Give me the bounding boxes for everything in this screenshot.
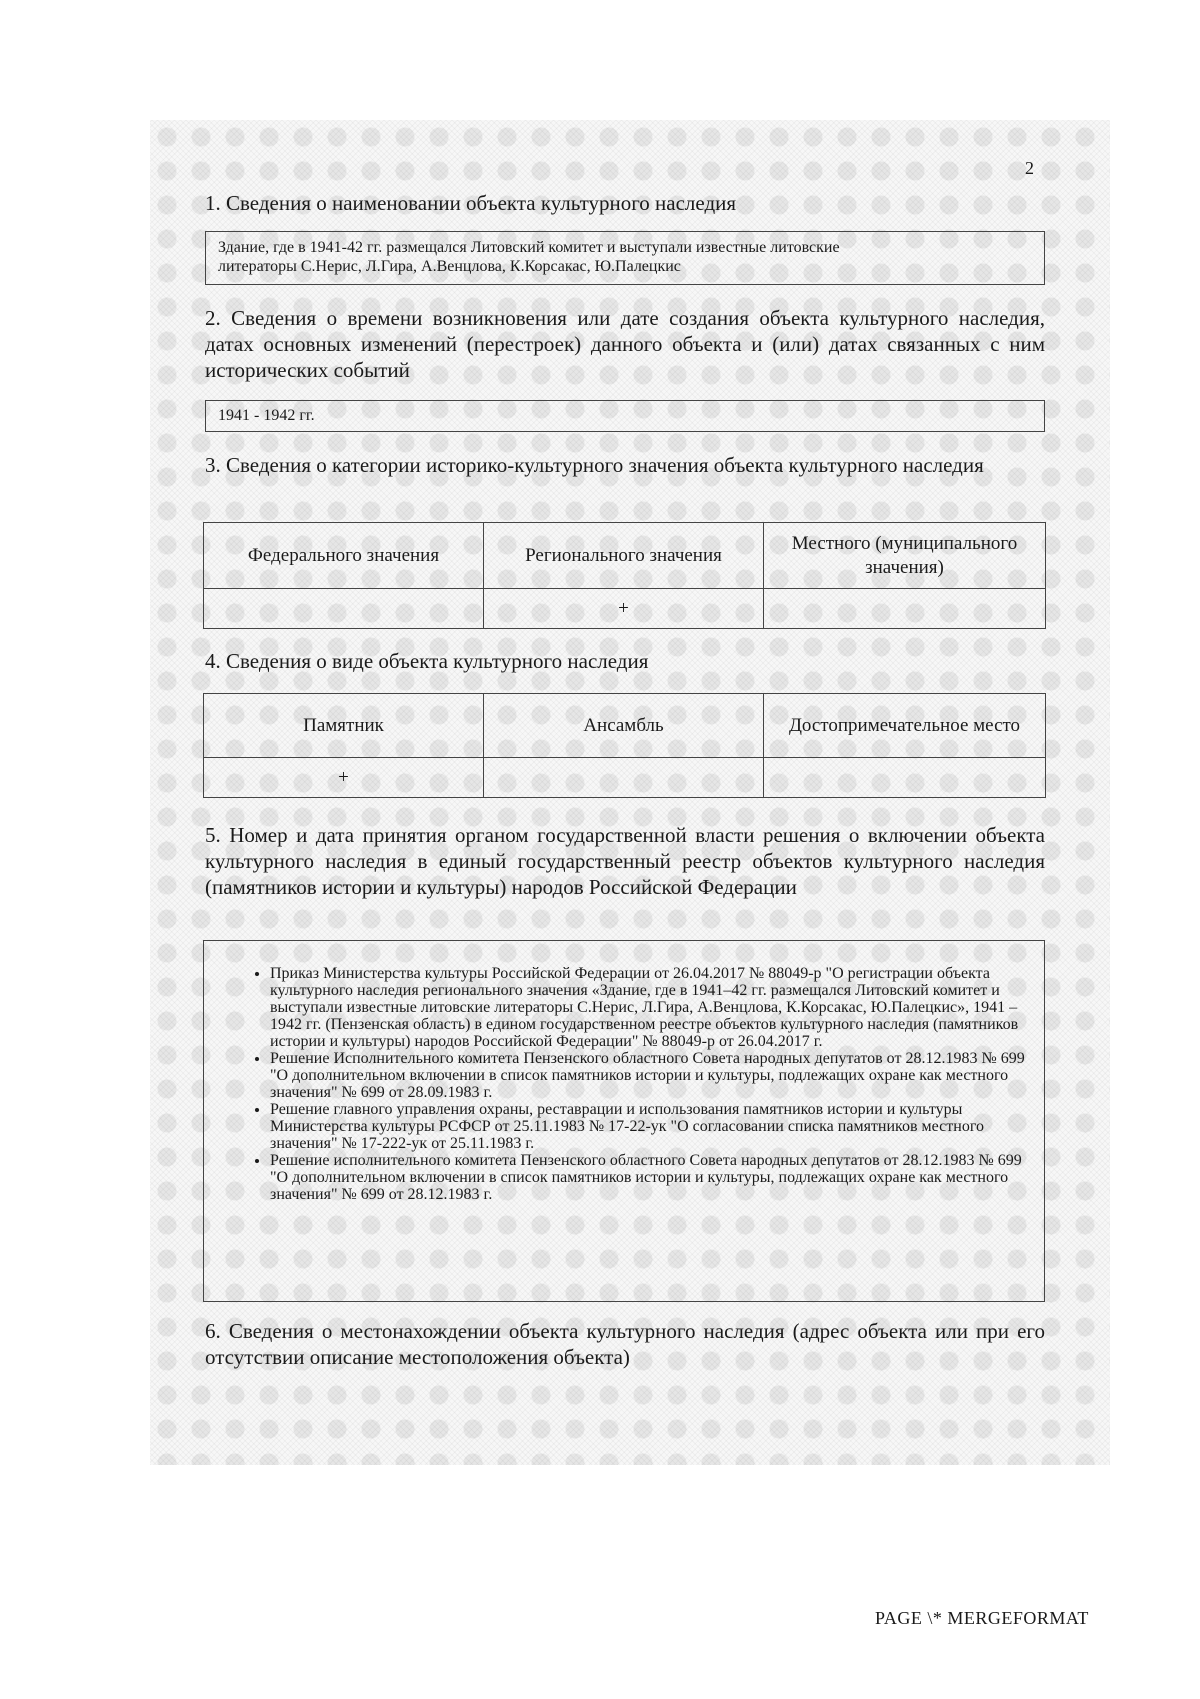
type-col-ensemble: Ансамбль: [484, 694, 764, 758]
section-2-heading: 2. Сведения о времени возникновения или дате создания объекта культурного наследия, датах основных изменений (перестроек) данного объекта и (или) датах связанных с ним исторических событий: [205, 306, 1045, 382]
type-table: [203, 693, 1046, 798]
section-3-heading: 3. Сведения о категории историко-культурного значения объекта культурного наследия: [205, 453, 984, 477]
registry-document-item: • Приказ Министерства культуры Российской Федерации от 26.04.2017 № 88049-р "О регистрации объекта культурного наследия регионального значения «Здание, где в 1941–42 гг. размещался Литовский комитет и выступали известные литовские литераторы С.Нерис, Л.Гира, А.Венцлова, К.Корсакас, Ю.Палецкис», 1941 – 1942 гг. (Пензенская область) в едином государственном реестре объектов культурного наследия (памятников истории и культуры) народов Российской Федерации" № 88049-р от 26.04.2017 г.: [270, 965, 1042, 1050]
type-col-landmark: Достопримечательное место: [764, 694, 1046, 758]
category-header-row: [204, 523, 1046, 589]
category-value-local: [764, 589, 1046, 629]
type-col-monument: Памятник: [204, 694, 484, 758]
registry-documents-box: [203, 940, 1045, 1302]
registry-document-item: • Решение исполнительного комитета Пензенского областного Совета народных депутатов от 28.12.1983 № 699 "О дополнительном включении в список памятников истории и культуры, подлежащих охране как местного значения" № 699 от 28.12.1983 г.: [270, 1152, 1042, 1203]
category-col-local: Местного (муниципального значения): [764, 523, 1046, 589]
type-value-ensemble: [484, 758, 764, 798]
type-header-row: [204, 694, 1046, 758]
dates-box: [205, 400, 1045, 432]
type-value-landmark: [764, 758, 1046, 798]
registry-document-item: • Решение главного управления охраны, реставрации и использования памятников истории и культуры Министерства культуры РСФСР от 25.11.1983 № 17-22-ук "О согласовании списка памятников местного значения" № 17-222-ук от 25.11.1983 г.: [270, 1101, 1042, 1152]
category-table: [203, 522, 1046, 629]
category-value-regional: +: [484, 589, 764, 629]
section-1-heading: 1. Сведения о наименовании объекта культурного наследия: [205, 191, 737, 215]
type-value-row: [204, 758, 1046, 798]
object-name-line-2: литераторы С.Нерис, Л.Гира, А.Венцлова, К.Корсакас, Ю.Палецкис: [218, 258, 681, 275]
registry-document-item: • Решение Исполнительного комитета Пензенского областного Совета народных депутатов от 28.12.1983 № 699 "О дополнительном включении в список памятников истории и культуры, подлежащих охране как местного значения" № 699 от 28.09.1983 г.: [270, 1050, 1042, 1101]
object-name-value: [206, 232, 1044, 282]
category-col-regional: Регионального значения: [484, 523, 764, 589]
object-name-line-1: Здание, где в 1941-42 гг. размещался Литовский комитет и выступали известные литовские: [218, 239, 840, 256]
dates-value: 1941 - 1942 гг.: [218, 407, 315, 424]
object-name-box: [205, 231, 1045, 285]
type-value-monument: +: [204, 758, 484, 798]
category-value-federal: [204, 589, 484, 629]
page-number: 2: [1025, 158, 1034, 178]
registry-documents-list: [252, 965, 1042, 1203]
page-field-footer: PAGE \* MERGEFORMAT: [875, 1608, 1089, 1628]
section-4-heading: 4. Сведения о виде объекта культурного наследия: [205, 649, 649, 673]
section-6-heading: 6. Сведения о местонахождении объекта культурного наследия (адрес объекта или при его отсутствии описание местоположения объекта): [205, 1319, 1045, 1369]
section-5-heading: 5. Номер и дата принятия органом государственной власти решения о включении объекта культурного наследия в единый государственный реестр объектов культурного наследия (памятников истории и культуры) народов Российской Федерации: [205, 823, 1045, 899]
category-col-federal: Федерального значения: [204, 523, 484, 589]
category-value-row: [204, 589, 1046, 629]
